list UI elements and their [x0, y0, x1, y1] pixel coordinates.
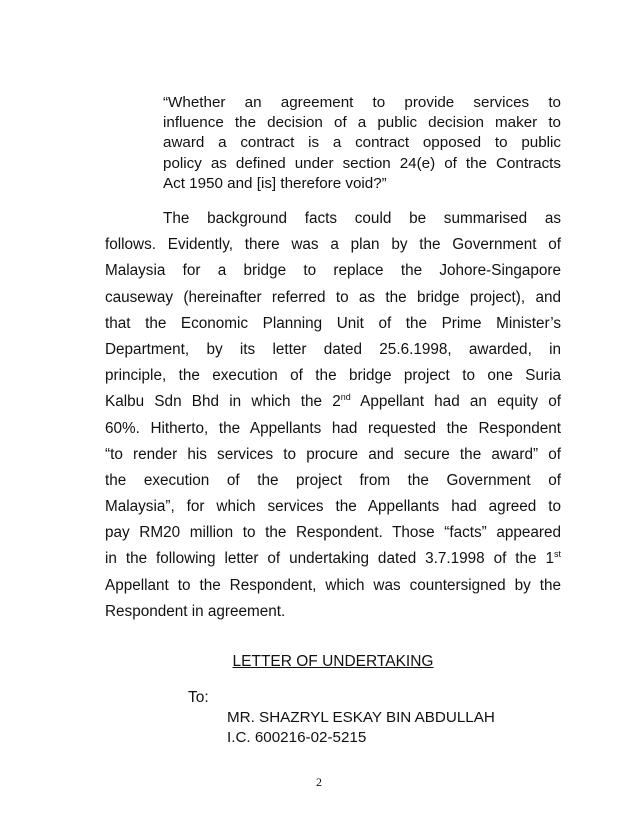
paragraph-line: follows. Evidently, there was a plan by the Government of [105, 236, 561, 254]
quote-line: policy as defined under section 24(e) of the Contracts [163, 154, 561, 172]
paragraph-line: principle, the execution of the bridge project to one Suria [105, 367, 561, 385]
quote-line: influence the decision of a public decision maker to [163, 114, 561, 132]
paragraph-line: 60%. Hitherto, the Appellants had requested the Respondent [105, 419, 561, 437]
quote-line: award a contract is a contract opposed to public [163, 134, 561, 152]
line-text: Kalbu Sdn Bhd in which the 2 [105, 393, 341, 411]
block-quote [163, 93, 561, 194]
to-label: To: [188, 689, 209, 706]
section-heading [0, 653, 638, 671]
body-paragraph [105, 206, 561, 625]
paragraph-line: that the Economic Planning Unit of the Prime Minister’s [105, 314, 561, 332]
paragraph-line: Department, by its letter dated 25.6.1998, awarded, in [105, 340, 561, 358]
paragraph-line: “to render his services to procure and secure the award” of [105, 445, 561, 463]
line-text: in the following letter of undertaking dated 3.7.1998 of the 1 [105, 550, 554, 568]
paragraph-line [105, 389, 561, 415]
page-number: 2 [316, 775, 322, 789]
addressee-block [227, 708, 495, 748]
addressee-ic: I.C. 600216-02-5215 [227, 729, 367, 746]
ordinal-suffix: nd [340, 392, 351, 403]
paragraph-line: causeway (hereinafter referred to as the bridge project), and [105, 288, 561, 306]
paragraph-line: The background facts could be summarised as [163, 210, 561, 227]
line-text: Appellant had an equity of [350, 393, 561, 411]
paragraph-line: Respondent in agreement. [105, 602, 286, 620]
paragraph-line: Appellant to the Respondent, which was countersigned by the [105, 576, 561, 594]
paragraph-line: Malaysia for a bridge to replace the Johore-Singapore [105, 262, 561, 280]
paragraph-line: Malaysia”, for which services the Appellants had agreed to [105, 498, 561, 516]
paragraph-line: the execution of the project from the Government of [105, 471, 561, 489]
addressee-name: MR. SHAZRYL ESKAY BIN ABDULLAH [227, 709, 495, 726]
paragraph-line: pay RM20 million to the Respondent. Those “facts” appeared [105, 524, 561, 542]
ordinal-suffix: st [553, 549, 561, 560]
paragraph-line [105, 546, 561, 572]
heading-text: LETTER OF UNDERTAKING [232, 653, 434, 670]
quote-line: “Whether an agreement to provide services to [163, 94, 561, 111]
quote-line: Act 1950 and [is] therefore void?” [163, 174, 387, 192]
